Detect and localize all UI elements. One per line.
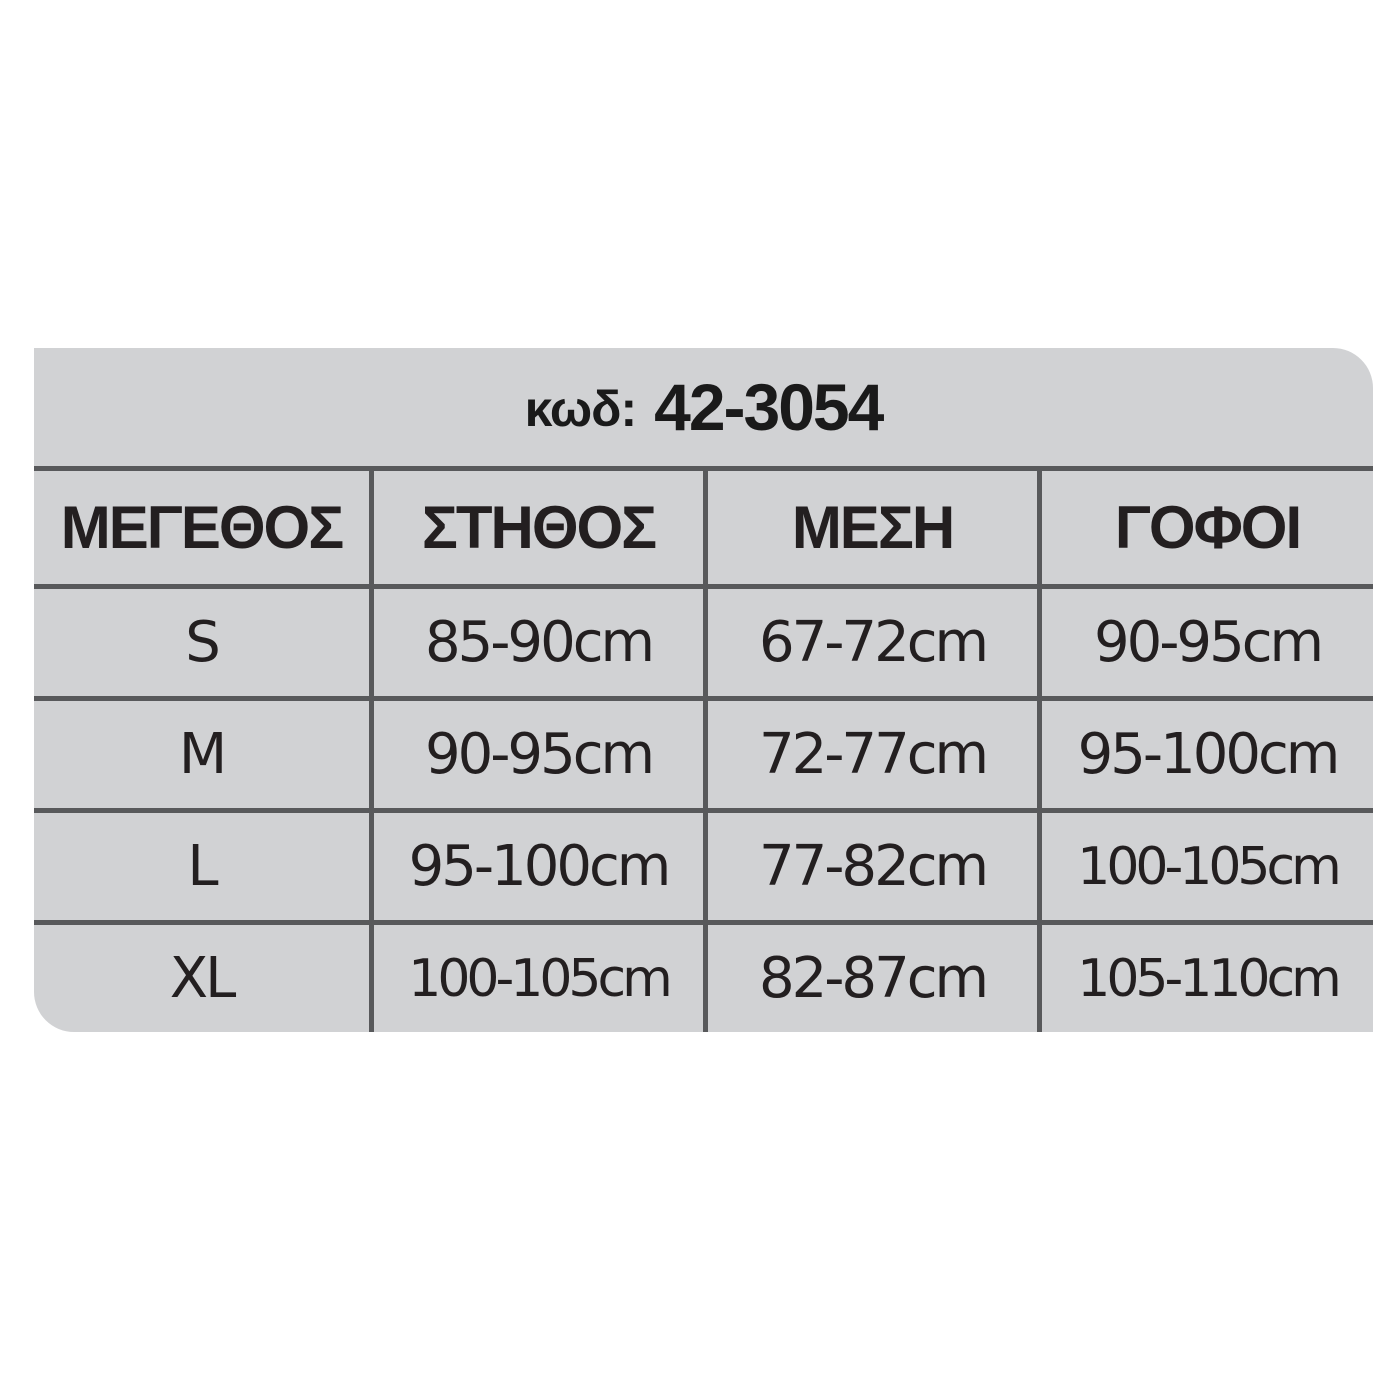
cell-chest: 85-90cm <box>424 610 653 675</box>
cell-waist: 72-77cm <box>758 722 987 787</box>
cell-waist: 77-82cm <box>758 834 987 899</box>
cell-hips: 90-95cm <box>1093 610 1322 675</box>
header-chest: ΣΤΗΘΟΣ <box>421 494 656 561</box>
cell-size: M <box>178 722 225 787</box>
cell-chest: 90-95cm <box>424 722 653 787</box>
cell-size: L <box>187 834 216 899</box>
cell-waist: 67-72cm <box>758 610 987 675</box>
cell-hips: 100-105cm <box>1077 836 1338 897</box>
cell-hips: 105-110cm <box>1077 948 1338 1009</box>
product-code <box>34 348 1373 466</box>
cell-size: XL <box>169 946 234 1011</box>
cell-hips: 95-100cm <box>1077 722 1338 787</box>
header-hips: ΓΟΦΟΙ <box>1114 494 1301 561</box>
cell-waist: 82-87cm <box>758 946 987 1011</box>
header-size: ΜΕΓΕΘΟΣ <box>60 494 343 561</box>
cell-chest: 95-100cm <box>408 834 669 899</box>
cell-chest: 100-105cm <box>408 948 669 1009</box>
product-code-label: κωδ: <box>524 381 637 437</box>
cell-size: S <box>185 610 218 675</box>
header-waist: ΜΕΣΗ <box>791 494 954 561</box>
size-chart-card <box>34 348 1373 1032</box>
product-code-value: 42-3054 <box>654 370 883 444</box>
